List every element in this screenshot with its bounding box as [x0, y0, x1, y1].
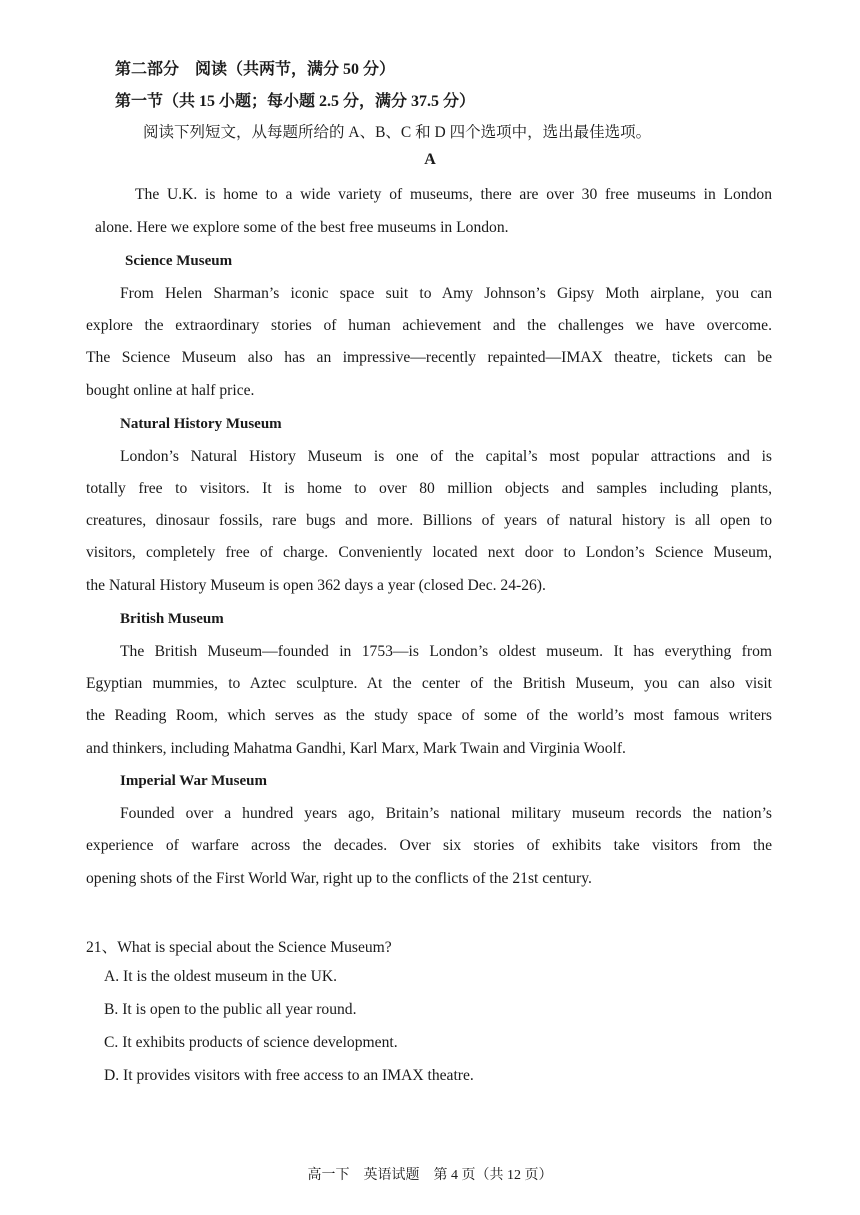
option-a: A. It is the oldest museum in the UK.	[104, 968, 338, 985]
paragraph-line: opening shots of the First World War, right up to the conflicts of the 21st century.	[86, 870, 592, 887]
paragraph-line: creatures, dinosaur fossils, rare bugs and more. Billions of years of natural history is all open to	[86, 512, 772, 529]
part-title: 第二部分 阅读（共两节，满分 50 分）	[115, 61, 396, 78]
section-heading-imperial-war: Imperial War Museum	[120, 773, 267, 789]
paragraph-line: bought online at half price.	[86, 382, 255, 399]
paragraph-line: experience of warfare across the decades. Over six stories of exhibits take visitors from the	[86, 837, 772, 854]
passage-label: A	[424, 151, 436, 168]
page-footer: 高一下 英语试题 第 4 页（共 12 页）	[307, 1168, 553, 1183]
option-b: B. It is open to the public all year round.	[104, 1001, 357, 1018]
section-heading-natural-history: Natural History Museum	[120, 416, 282, 432]
paragraph-line: explore the extraordinary stories of human achievement and the challenges we have overcome.	[86, 317, 772, 334]
instruction: 阅读下列短文，从每题所给的 A、B、C 和 D 四个选项中，选出最佳选项。	[143, 124, 652, 141]
paragraph-line: the Reading Room, which serves as the study space of some of the world’s most famous writers	[86, 707, 772, 724]
section-heading-science: Science Museum	[125, 253, 233, 269]
paragraph-line: From Helen Sharman’s iconic space suit to Amy Johnson’s Gipsy Moth airplane, you can	[120, 285, 772, 302]
paragraph-line: Egyptian mummies, to Aztec sculpture. At the center of the British Museum, you can also visit	[86, 675, 772, 692]
paragraph-line: The Science Museum also has an impressive—recently repainted—IMAX theatre, tickets can be	[86, 349, 772, 366]
paragraph-line: the Natural History Museum is open 362 days a year (closed Dec. 24-26).	[86, 577, 546, 594]
paragraph-line: London’s Natural History Museum is one of the capital’s most popular attractions and is	[120, 448, 772, 465]
intro-line: The U.K. is home to a wide variety of museums, there are over 30 free museums in London	[135, 186, 772, 203]
section-heading-british: British Museum	[120, 611, 224, 627]
paragraph-line: Founded over a hundred years ago, Britain’s national military museum records the nation’s	[120, 805, 772, 822]
option-c: C. It exhibits products of science development.	[104, 1034, 398, 1051]
paragraph-line: totally free to visitors. It is home to over 80 million objects and samples including plants,	[86, 480, 772, 497]
paragraph-line: The British Museum—founded in 1753—is London’s oldest museum. It has everything from	[120, 643, 772, 660]
paragraph-line: visitors, completely free of charge. Conveniently located next door to London’s Science Museum,	[86, 544, 772, 561]
question-stem: 21、What is special about the Science Museum?	[86, 939, 392, 956]
intro-line: alone. Here we explore some of the best free museums in London.	[95, 219, 509, 236]
option-d: D. It provides visitors with free access to an IMAX theatre.	[104, 1067, 474, 1084]
paragraph-line: and thinkers, including Mahatma Gandhi, Karl Marx, Mark Twain and Virginia Woolf.	[86, 740, 626, 757]
section-title: 第一节（共 15 小题；每小题 2.5 分，满分 37.5 分）	[115, 93, 476, 110]
